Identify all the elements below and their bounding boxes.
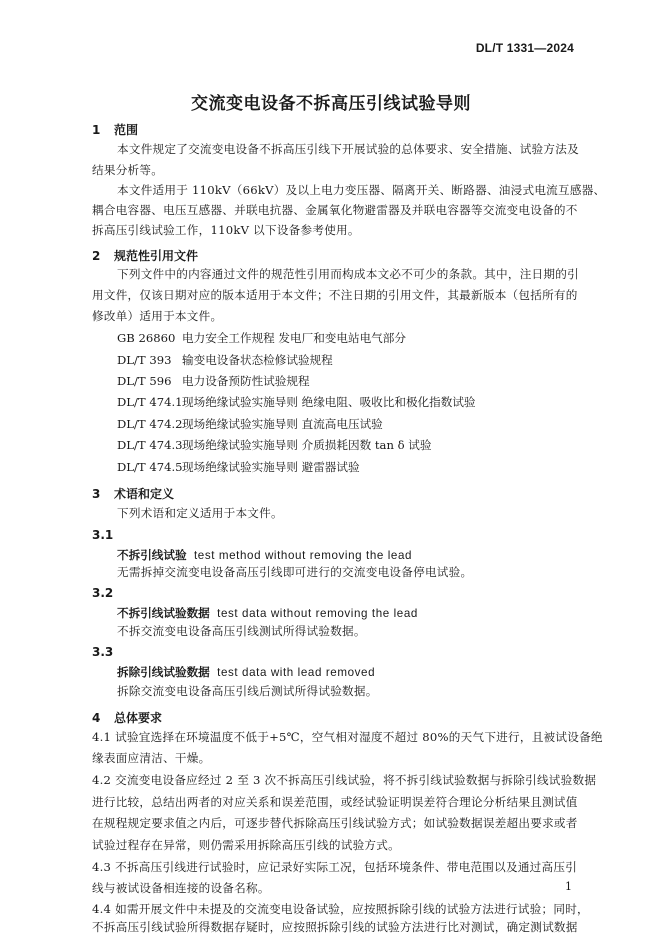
term-english: test data with lead removed [217,666,376,679]
term-heading [117,664,375,680]
reference-code: DL/T 474.1 [117,395,183,409]
paragraph-line: 用文件，仅该日期对应的版本适用于本文件；不注日期的引用文件，其最新版本（包括所有的 [92,288,578,302]
standard-code: DL/T 1331—2024 [475,41,574,55]
paragraph-line: 下列文件中的内容通过文件的规范性引用而构成本文必不可少的条款。其中，注日期的引 [117,267,579,281]
term-number: 3.1 [92,528,114,542]
page-number: 1 [565,880,572,893]
paragraph-line: 修改单）适用于本文件。 [92,309,223,323]
paragraph-line: 不拆高压引线试验所得数据存疑时，应按照拆除引线的试验方法进行比对测试，确定测试数据 [92,920,578,934]
paragraph-line: 4.4 如需开展文件中未提及的交流变电设备试验，应按照拆除引线的试验方法进行试验；同时， [92,902,589,916]
paragraph-line: 本文件适用于 110kV（66kV）及以上电力变压器、隔离开关、断路器、油浸式电流互感器、 [117,183,606,197]
paragraph-line: 本文件规定了交流变电设备不拆高压引线下开展试验的总体要求、安全措施、试验方法及 [117,142,579,156]
reference-code: DL/T 474.3 [117,438,183,452]
paragraph-line: 结果分析等。 [92,163,164,177]
term-chinese: 不拆引线试验 [117,548,187,562]
term-heading [117,605,418,621]
term-number: 3.3 [92,645,114,659]
reference-code: DL/T 393 [117,353,172,367]
term-number: 3.2 [92,586,114,600]
section-number: 2 [92,249,101,263]
paragraph-line: 在规程规定要求值之内后，可逐步替代拆除高压引线试验方式；如试验数据误差超出要求或者 [92,816,578,830]
reference-code: DL/T 474.5 [117,460,183,474]
reference-name: 现场绝缘试验实施导则 介质损耗因数 tan δ 试验 [182,438,432,452]
reference-code: DL/T 474.2 [117,417,183,431]
paragraph-line: 拆高压引线试验工作，110kV 以下设备参考使用。 [92,223,360,237]
reference-name: 现场绝缘试验实施导则 直流高电压试验 [182,417,383,431]
term-english: test data without removing the lead [217,607,418,620]
reference-name: 电力设备预防性试验规程 [182,374,310,388]
section-number: 1 [92,123,101,137]
paragraph-line: 4.3 不拆高压引线进行试验时，应记录好实际工况，包括环境条件、带电范围以及通过高压引 [92,860,578,874]
section-number: 3 [92,487,101,501]
paragraph-line: 4.2 交流变电设备应经过 2 至 3 次不拆高压引线试验，将不拆引线试验数据与拆除引线试验数据 [92,773,597,787]
reference-code: GB 26860 [117,331,176,345]
reference-name: 输变电设备状态检修试验规程 [182,353,333,367]
paragraph-line: 缘表面应清洁、干燥。 [92,751,211,765]
paragraph-line: 下列术语和定义适用于本文件。 [117,506,283,520]
paragraph-line: 试验过程存在异常，则仍需采用拆除高压引线的试验方式。 [92,838,400,852]
reference-item [117,414,383,435]
reference-item [117,328,406,349]
section-title: 规范性引用文件 [114,249,199,263]
paragraph-line: 线与被试设备相连接的设备名称。 [92,881,270,895]
section-heading-2 [92,247,198,264]
reference-code: DL/T 596 [117,374,172,388]
paragraph-line: 进行比较，总结出两者的对应关系和误差范围，或经试验证明误差符合理论分析结果且测试值 [92,795,578,809]
paragraph-line: 耦合电容器、电压互感器、并联电抗器、金属氧化物避雷器及并联电容器等交流变电设备的不 [92,203,578,217]
term-definition: 拆除交流变电设备高压引线后测试所得试验数据。 [117,684,378,698]
section-title: 总体要求 [114,711,163,725]
document-title: 交流变电设备不拆高压引线试验导则 [191,94,471,114]
term-heading [117,547,412,563]
reference-item [117,392,476,413]
term-english: test method without removing the lead [193,549,413,562]
section-title: 术语和定义 [114,487,175,501]
reference-item [117,350,333,371]
section-heading-1 [92,121,138,138]
section-heading-3 [92,485,174,502]
paragraph-line: 4.1 试验宜选择在环境温度不低于+5℃，空气相对湿度不超过 80%的天气下进行，且被试设备绝 [92,730,603,744]
section-heading-4 [92,709,162,726]
reference-item [117,457,360,478]
term-chinese: 不拆引线试验数据 [117,606,210,620]
reference-item [117,371,310,392]
section-number: 4 [92,711,101,725]
term-chinese: 拆除引线试验数据 [117,665,210,679]
reference-name: 电力安全工作规程 发电厂和变电站电气部分 [182,331,406,345]
section-title: 范围 [114,123,139,137]
reference-name: 现场绝缘试验实施导则 避雷器试验 [182,460,360,474]
term-definition: 无需拆掉交流变电设备高压引线即可进行的交流变电设备停电试验。 [117,565,473,579]
term-definition: 不拆交流变电设备高压引线测试所得试验数据。 [117,624,366,638]
reference-item [117,435,431,456]
reference-name: 现场绝缘试验实施导则 绝缘电阻、吸收比和极化指数试验 [182,395,476,409]
